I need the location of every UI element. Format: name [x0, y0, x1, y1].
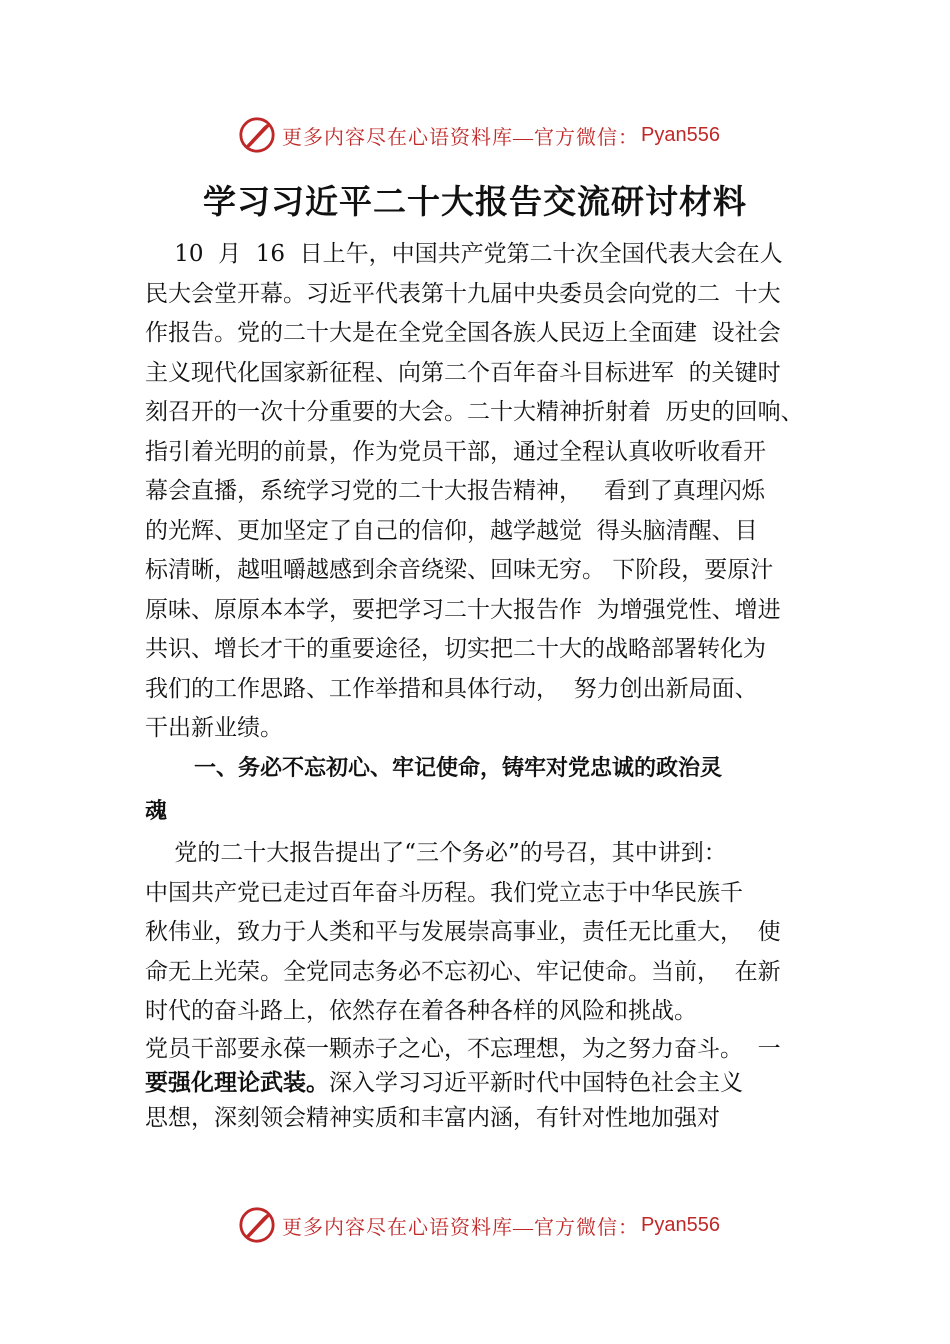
emphasis-continuation: 深入学习习近平新时代中国特色社会主义: [329, 1070, 743, 1096]
intro-line: 指引着光明的前景，作为党员干部，通过全程认真收听收看开: [145, 439, 766, 465]
section-heading-continued: 魂: [145, 799, 168, 824]
intro-line: 主义现代化国家新征程、向第二个百年奋斗目标进军 的关键时: [145, 360, 781, 386]
section-line: 秋伟业，致力于人类和平与发展崇高事业，责任无比重大， 使: [145, 919, 781, 945]
quill-pen-logo-icon: [238, 1206, 276, 1244]
section-heading: 一、务必不忘初心、牢记使命，铸牢对党忠诚的政治灵: [194, 756, 723, 781]
section-line: 思想，深刻领会精神实质和丰富内涵，有针对性地加强对: [145, 1105, 720, 1131]
intro-line: 原味、原原本本学，要把学习二十大报告作 为增强党性、增进: [145, 597, 781, 623]
banner-wechat-id: Pyan556: [641, 123, 720, 146]
intro-line: 干出新业绩。: [145, 715, 283, 741]
intro-line: 幕会直播，系统学习党的二十大报告精神， 看到了真理闪烁: [145, 478, 765, 504]
section-line-with-emphasis: [145, 1068, 743, 1098]
intro-line: 10 月 16 日上午，中国共产党第二十次全国代表大会在人: [145, 241, 783, 267]
intro-line: 的光辉、更加坚定了自己的信仰，越学越觉 得头脑清醒、目: [145, 518, 758, 544]
intro-line: 我们的工作思路、工作举措和具体行动， 努力创出新局面、: [145, 676, 758, 702]
section-line: 党员干部要永葆一颗赤子之心，不忘理想，为之努力奋斗。 一: [145, 1036, 781, 1062]
quill-pen-logo-icon: [238, 116, 276, 154]
intro-line: 刻召开的一次十分重要的大会。二十大精神折射着 历史的回响、: [145, 399, 804, 425]
intro-line: 作报告。党的二十大是在全党全国各族人民迈上全面建 设社会: [145, 320, 781, 346]
section-line: 命无上光荣。全党同志务必不忘初心、牢记使命。当前， 在新: [145, 959, 781, 985]
header-banner: [238, 115, 720, 155]
intro-line: 共识、增长才干的重要途径，切实把二十大的战略部署转化为: [145, 636, 766, 662]
footer-banner: [238, 1205, 720, 1245]
banner-text: 更多内容尽在心语资料库—官方微信：: [282, 1216, 639, 1239]
emphasis-phrase: 要强化理论武装。: [145, 1070, 329, 1096]
document-title: 学习习近平二十大报告交流研讨材料: [203, 182, 747, 221]
banner-text: 更多内容尽在心语资料库—官方微信：: [282, 126, 639, 149]
section-line: 中国共产党已走过百年奋斗历程。我们党立志于中华民族千: [145, 880, 743, 906]
section-line: 党的二十大报告提出了“三个务必”的号召，其中讲到：: [145, 840, 727, 866]
section-line: 时代的奋斗路上，依然存在着各种各样的风险和挑战。: [145, 998, 697, 1024]
intro-line: 民大会堂开幕。习近平代表第十九届中央委员会向党的二 十大: [145, 281, 781, 307]
intro-line: 标清晰，越咀嚼越感到余音绕梁、回味无穷。 下阶段，要原汁: [145, 557, 774, 583]
banner-wechat-id: Pyan556: [641, 1213, 720, 1236]
